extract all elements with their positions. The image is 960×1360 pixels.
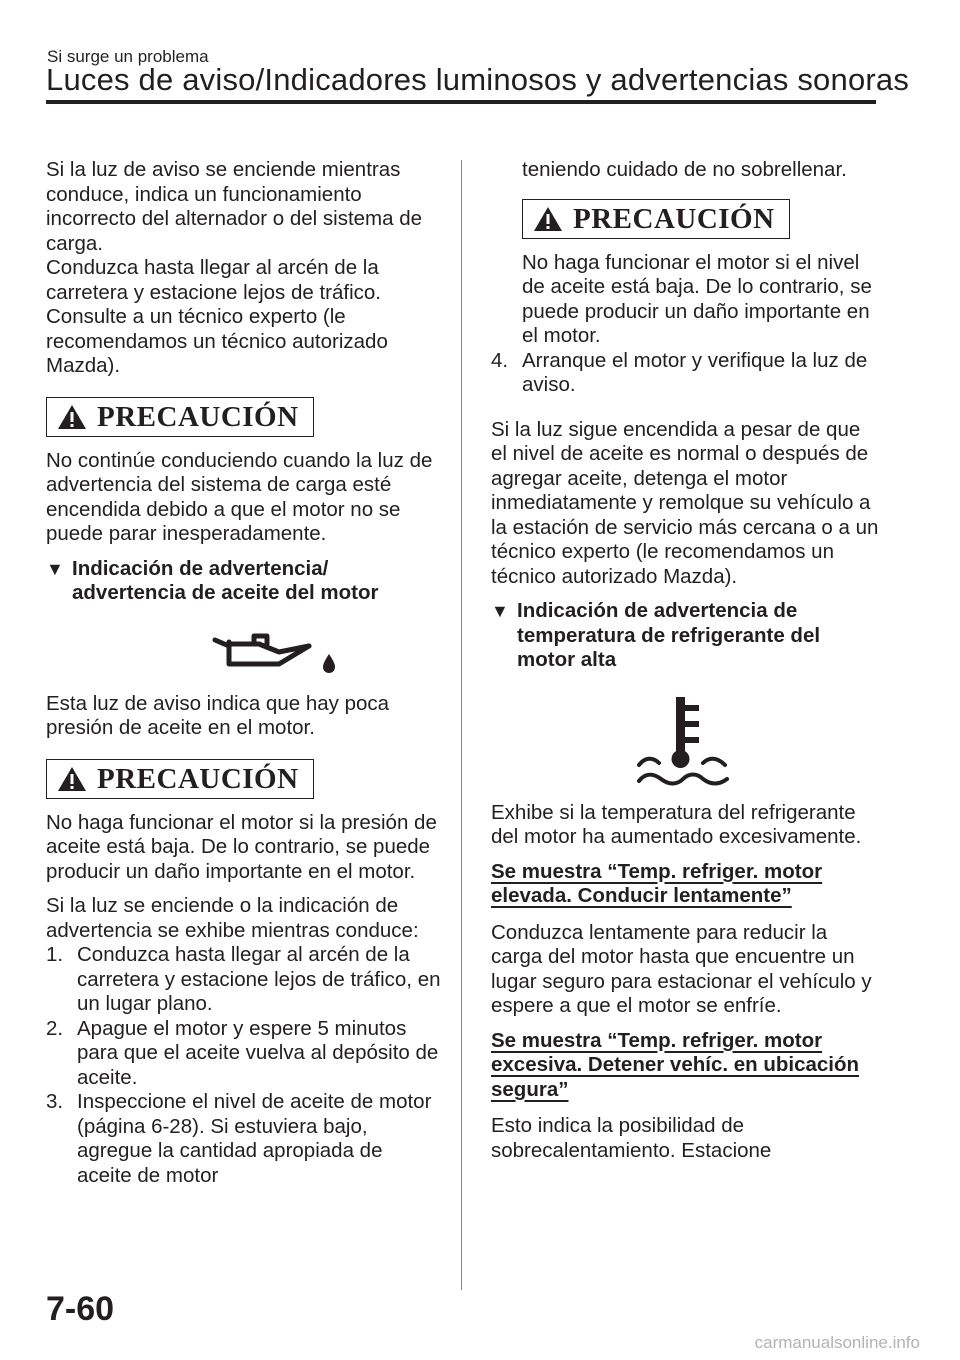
oil-warning-heading xyxy=(46,557,441,606)
oil-steps-list xyxy=(46,943,441,1188)
list-item xyxy=(46,943,441,1017)
watermark: carmanualsonline.info xyxy=(754,1333,920,1352)
message-text: Conduzca lentamente para reducir la carga del motor hasta que encuentre un lugar seguro para estacionar el vehículo y espere a que el motor se enfríe. xyxy=(491,920,872,1017)
step-number: 4. xyxy=(491,348,509,372)
caution-text: No haga funcionar el motor si la presión de aceite está baja. De lo contrario, se puede producir un daño importante en el motor. xyxy=(46,810,437,883)
warning-triangle-icon xyxy=(533,206,563,232)
oil-can-icon xyxy=(209,626,339,676)
step3-continuation: teniendo cuidado de no sobrellenar. xyxy=(522,158,847,181)
step-number: 2. xyxy=(46,1016,64,1040)
step-text: Arranque el motor y verifique la luz de aviso. xyxy=(522,348,868,396)
caution-text: No continúe conduciendo cuando la luz de advertencia del sistema de carga esté encendida debido a que el motor no se puede parar inesperadamente. xyxy=(46,448,433,545)
oil-pressure-paragraph: Esta luz de aviso indica que hay poca presión de aceite en el motor. xyxy=(46,691,390,739)
charging-warning-paragraph: Si la luz de aviso se enciende mientras conduce, indica un funcionamiento incorrecto del alternador o del sistema de carga. xyxy=(46,158,423,255)
step-number: 3. xyxy=(46,1090,64,1113)
coolant-temperature-icon xyxy=(631,695,741,787)
page-title: Luces de aviso/Indicadores luminosos y advertencias sonoras xyxy=(46,62,910,97)
triangle-down-icon: ▼ xyxy=(46,558,64,579)
warning-triangle-icon xyxy=(57,766,87,792)
step-text: Apague el motor y espere 5 minutos para que el aceite vuelva al depósito de aceite. xyxy=(77,1016,439,1089)
step-text: Inspeccione el nivel de aceite de motor (página 6-28). Si estuviera bajo, agregue la cantidad apropiada de aceite de motor xyxy=(77,1090,432,1187)
caution-box xyxy=(522,199,790,239)
oil-steps-list-continued xyxy=(491,349,881,398)
column-divider xyxy=(461,160,462,1290)
temperature-warning-heading xyxy=(491,599,881,673)
caution-label: PRECAUCIÓN xyxy=(97,400,299,433)
caution-text: No haga funcionar el motor si el nivel de aceite está baja. De lo contrario, se puede producir un daño importante en el motor. xyxy=(522,250,872,347)
caution-label: PRECAUCIÓN xyxy=(97,762,299,795)
list-item xyxy=(491,349,881,398)
caution-box xyxy=(46,759,314,799)
temperature-icon-row xyxy=(491,695,881,787)
oil-light-on-paragraph: Si la luz sigue encendida a pesar de que el nivel de aceite es normal o después de agregar aceite, detenga el motor inmediatamente y remolque su vehículo a la estación de servicio más cercana o a un técnico experto (le recomendamos un técnico autorizado Mazda). xyxy=(491,417,879,588)
list-item xyxy=(46,1017,441,1091)
oil-icon-row xyxy=(46,626,441,676)
step-number: 1. xyxy=(46,943,64,966)
message-heading: Se muestra “Temp. refriger. motor excesiva. Detener vehíc. en ubicación segura” xyxy=(491,1028,860,1101)
caution-label: PRECAUCIÓN xyxy=(573,202,775,235)
triangle-down-icon: ▼ xyxy=(491,601,509,621)
oil-procedure-intro: Si la luz se enciende o la indicación de advertencia se exhibe mientras conduce: xyxy=(46,894,419,942)
page-number: 7-60 xyxy=(46,1290,115,1328)
temperature-paragraph: Exhibe si la temperatura del refrigerante del motor ha aumentado excesivamente. xyxy=(491,800,862,848)
header-rule xyxy=(46,100,876,104)
step-text: Conduzca hasta llegar al arcén de la carretera y estacione lejos de tráfico, en un lugar plano. xyxy=(77,943,441,1015)
oil-heading-text: Indicación de advertencia/ advertencia de aceite del motor xyxy=(72,556,379,604)
message-heading: Se muestra “Temp. refriger. motor elevada. Conducir lentamente” xyxy=(491,859,823,907)
charging-action-paragraph: Conduzca hasta llegar al arcén de la carretera y estacione lejos de tráfico. Consulte a un técnico experto (le recomendamos un técnico autorizado Mazda). xyxy=(46,256,388,377)
step3-caution xyxy=(491,191,881,349)
list-item xyxy=(46,1090,441,1188)
section-label: Si surge un problema xyxy=(47,47,209,66)
temperature-heading-text: Indicación de advertencia de temperatura de refrigerante del motor alta xyxy=(517,599,821,671)
left-column xyxy=(46,158,441,1188)
message-text: Esto indica la posibilidad de sobrecalentamiento. Estacione xyxy=(491,1114,772,1162)
right-column xyxy=(491,158,881,1173)
caution-box xyxy=(46,397,314,437)
warning-triangle-icon xyxy=(57,404,87,430)
